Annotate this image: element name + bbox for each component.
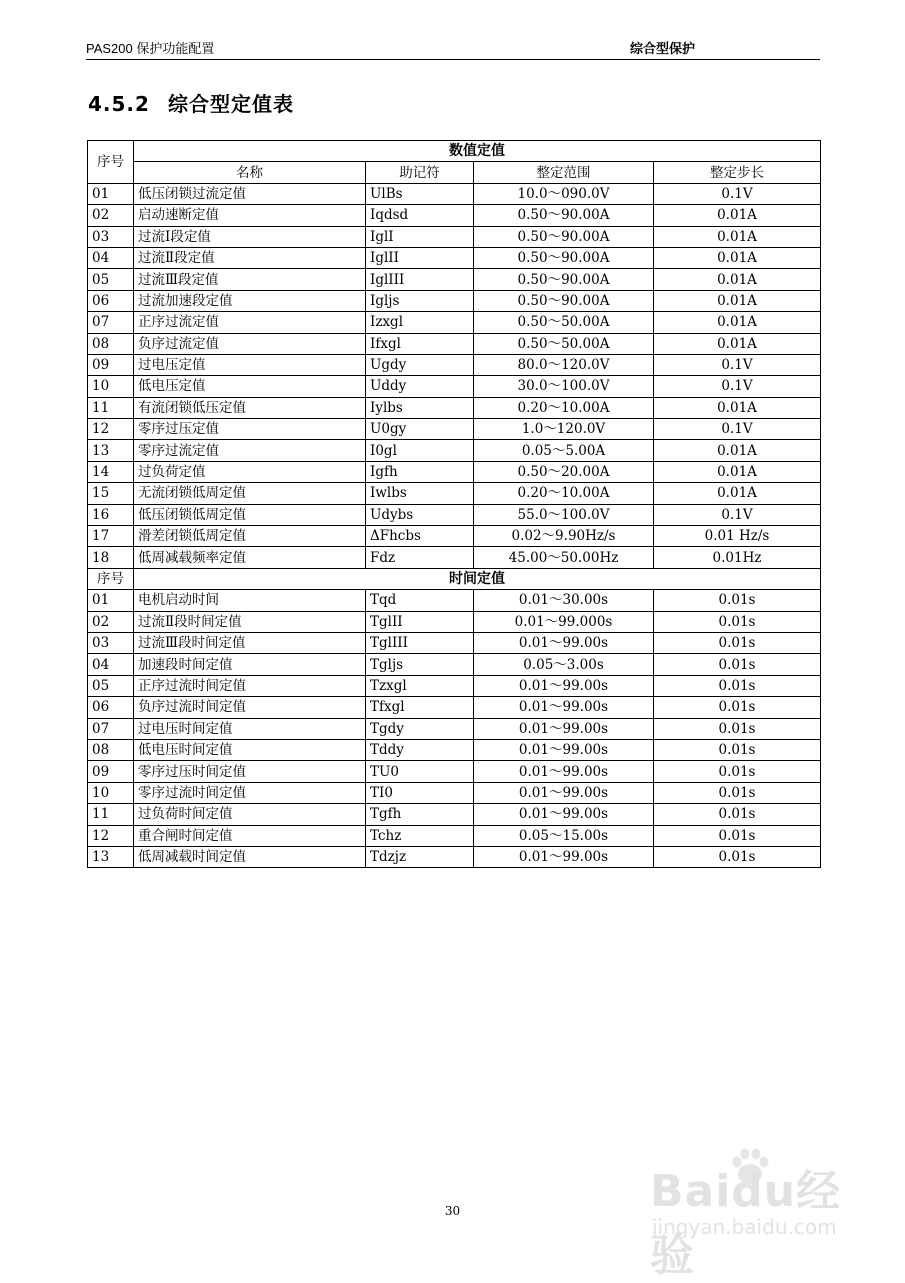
cell-seq: 11	[88, 804, 134, 825]
cell-name: 零序过压定值	[134, 419, 366, 440]
cell-step: 0.01A	[654, 312, 821, 333]
cell-seq: 01	[88, 183, 134, 204]
cell-name: 低压闭锁过流定值	[134, 183, 366, 204]
table-row	[88, 590, 821, 611]
cell-range: 0.01～30.00s	[474, 590, 654, 611]
table-row	[88, 354, 821, 375]
cell-name: 滑差闭锁低周定值	[134, 526, 366, 547]
table-row	[88, 611, 821, 632]
header-doc-title: PAS200 保护功能配置	[86, 41, 215, 56]
cell-name: 低电压定值	[134, 376, 366, 397]
cell-range: 0.50～50.00A	[474, 312, 654, 333]
cell-mnemonic: Izxgl	[366, 312, 474, 333]
cell-seq: 06	[88, 290, 134, 311]
cell-seq: 01	[88, 590, 134, 611]
table-row	[88, 782, 821, 803]
cell-step: 0.01A	[654, 333, 821, 354]
table-row	[88, 761, 821, 782]
cell-step: 0.01s	[654, 739, 821, 760]
group-header-row	[88, 568, 821, 589]
cell-range: 0.01～99.00s	[474, 697, 654, 718]
cell-name: 过电压时间定值	[134, 718, 366, 739]
cell-mnemonic: TglII	[366, 611, 474, 632]
cell-name: 重合闸时间定值	[134, 825, 366, 846]
table-row	[88, 440, 821, 461]
table-row	[88, 461, 821, 482]
cell-seq: 05	[88, 269, 134, 290]
cell-name: 过流Ⅲ段时间定值	[134, 632, 366, 653]
seq-column-header: 序号	[88, 141, 134, 184]
cell-seq: 05	[88, 675, 134, 696]
table-row	[88, 269, 821, 290]
table-row	[88, 804, 821, 825]
cell-name: 正序过流定值	[134, 312, 366, 333]
table-row	[88, 333, 821, 354]
cell-range: 0.50～90.00A	[474, 290, 654, 311]
cell-range: 80.0～120.0V	[474, 354, 654, 375]
cell-name: 过流Ⅱ段定值	[134, 247, 366, 268]
cell-step: 0.01s	[654, 611, 821, 632]
cell-range: 0.01～99.00s	[474, 739, 654, 760]
cell-mnemonic: Fdz	[366, 547, 474, 568]
cell-range: 0.01～99.00s	[474, 846, 654, 867]
cell-range: 0.50～90.00A	[474, 269, 654, 290]
cell-name: 过流加速段定值	[134, 290, 366, 311]
cell-step: 0.01A	[654, 461, 821, 482]
settings-table-body	[88, 141, 821, 868]
cell-name: 过流Ⅰ段定值	[134, 226, 366, 247]
cell-name: 过流Ⅱ段时间定值	[134, 611, 366, 632]
column-header: 整定范围	[474, 162, 654, 183]
cell-name: 有流闭锁低压定值	[134, 397, 366, 418]
table-row	[88, 483, 821, 504]
cell-range: 30.0～100.0V	[474, 376, 654, 397]
cell-range: 0.05～3.00s	[474, 654, 654, 675]
cell-seq: 03	[88, 226, 134, 247]
cell-step: 0.1V	[654, 504, 821, 525]
cell-mnemonic: TglIII	[366, 632, 474, 653]
cell-seq: 12	[88, 419, 134, 440]
cell-seq: 11	[88, 397, 134, 418]
header-rule	[86, 59, 820, 60]
cell-mnemonic: Iwlbs	[366, 483, 474, 504]
cell-step: 0.01A	[654, 269, 821, 290]
cell-seq: 17	[88, 526, 134, 547]
cell-step: 0.01Hz	[654, 547, 821, 568]
cell-name: 启动速断定值	[134, 205, 366, 226]
cell-name: 加速段时间定值	[134, 654, 366, 675]
cell-range: 0.01～99.00s	[474, 675, 654, 696]
cell-mnemonic: Tgfh	[366, 804, 474, 825]
cell-step: 0.01s	[654, 782, 821, 803]
table-row	[88, 183, 821, 204]
cell-seq: 08	[88, 333, 134, 354]
cell-seq: 07	[88, 718, 134, 739]
cell-step: 0.01A	[654, 226, 821, 247]
cell-seq: 09	[88, 354, 134, 375]
group-title-values: 数值定值	[134, 141, 821, 162]
cell-step: 0.01A	[654, 205, 821, 226]
cell-range: 0.01～99.00s	[474, 761, 654, 782]
cell-range: 0.01～99.00s	[474, 632, 654, 653]
cell-name: 零序过流时间定值	[134, 782, 366, 803]
table-row	[88, 419, 821, 440]
page-header	[86, 36, 820, 60]
cell-range: 55.0～100.0V	[474, 504, 654, 525]
column-header: 名称	[134, 162, 366, 183]
cell-mnemonic: Tzxgl	[366, 675, 474, 696]
cell-step: 0.01A	[654, 397, 821, 418]
cell-step: 0.01s	[654, 825, 821, 846]
table-row	[88, 504, 821, 525]
header-chapter-title: 综合型保护	[629, 42, 695, 57]
cell-range: 1.0～120.0V	[474, 419, 654, 440]
cell-step: 0.01s	[654, 761, 821, 782]
cell-range: 0.50～90.00A	[474, 226, 654, 247]
cell-name: 零序过流定值	[134, 440, 366, 461]
cell-range: 0.50～90.00A	[474, 205, 654, 226]
cell-range: 0.50～90.00A	[474, 247, 654, 268]
cell-mnemonic: Ugdy	[366, 354, 474, 375]
cell-range: 0.02～9.90Hz/s	[474, 526, 654, 547]
cell-seq: 04	[88, 654, 134, 675]
cell-mnemonic: IglI	[366, 226, 474, 247]
cell-name: 过负荷定值	[134, 461, 366, 482]
cell-seq: 18	[88, 547, 134, 568]
cell-mnemonic: I0gl	[366, 440, 474, 461]
table-row	[88, 226, 821, 247]
cell-step: 0.01A	[654, 483, 821, 504]
cell-range: 0.01～99.00s	[474, 718, 654, 739]
cell-seq: 10	[88, 376, 134, 397]
cell-name: 低周减载频率定值	[134, 547, 366, 568]
table-row	[88, 825, 821, 846]
cell-mnemonic: Iylbs	[366, 397, 474, 418]
table-row	[88, 697, 821, 718]
cell-seq: 03	[88, 632, 134, 653]
cell-seq: 14	[88, 461, 134, 482]
cell-step: 0.01 Hz/s	[654, 526, 821, 547]
cell-mnemonic: Tdzjz	[366, 846, 474, 867]
cell-name: 低压闭锁低周定值	[134, 504, 366, 525]
table-row	[88, 312, 821, 333]
cell-mnemonic: Iqdsd	[366, 205, 474, 226]
table-row	[88, 397, 821, 418]
cell-seq: 04	[88, 247, 134, 268]
table-row	[88, 547, 821, 568]
cell-step: 0.01A	[654, 247, 821, 268]
cell-seq: 16	[88, 504, 134, 525]
cell-mnemonic: TI0	[366, 782, 474, 803]
cell-mnemonic: Tgdy	[366, 718, 474, 739]
cell-mnemonic: Tddy	[366, 739, 474, 760]
watermark-brand: Baidu经验	[650, 1166, 842, 1281]
column-header: 整定步长	[654, 162, 821, 183]
cell-mnemonic: Ifxgl	[366, 333, 474, 354]
cell-name: 低电压时间定值	[134, 739, 366, 760]
cell-step: 0.01s	[654, 804, 821, 825]
seq-column-header: 序号	[88, 568, 134, 589]
cell-seq: 08	[88, 739, 134, 760]
column-header: 助记符	[366, 162, 474, 183]
cell-name: 过电压定值	[134, 354, 366, 375]
cell-step: 0.01A	[654, 440, 821, 461]
cell-mnemonic: Uddy	[366, 376, 474, 397]
cell-name: 过负荷时间定值	[134, 804, 366, 825]
cell-range: 0.50～50.00A	[474, 333, 654, 354]
cell-range: 45.00～50.00Hz	[474, 547, 654, 568]
section-heading	[88, 88, 294, 117]
cell-seq: 06	[88, 697, 134, 718]
cell-mnemonic: Tgljs	[366, 654, 474, 675]
page-number: 30	[444, 1204, 461, 1218]
cell-step: 0.01s	[654, 846, 821, 867]
cell-range: 0.20～10.00A	[474, 397, 654, 418]
cell-seq: 02	[88, 205, 134, 226]
table-row	[88, 205, 821, 226]
group-title-time: 时间定值	[134, 568, 821, 589]
table-row	[88, 739, 821, 760]
cell-name: 低周减载时间定值	[134, 846, 366, 867]
cell-range: 0.05～15.00s	[474, 825, 654, 846]
cell-range: 0.20～10.00A	[474, 483, 654, 504]
cell-step: 0.01A	[654, 290, 821, 311]
table-row	[88, 675, 821, 696]
section-title: 综合型定值表	[167, 92, 294, 116]
cell-range: 0.05～5.00A	[474, 440, 654, 461]
cell-name: 负序过流时间定值	[134, 697, 366, 718]
watermark-url: jingyan.baidu.com	[652, 1215, 837, 1239]
column-header-row	[88, 162, 821, 183]
baidu-watermark	[630, 1135, 870, 1281]
section-number: 4.5.2	[88, 92, 150, 116]
cell-step: 0.1V	[654, 354, 821, 375]
cell-step: 0.01s	[654, 718, 821, 739]
cell-mnemonic: UlBs	[366, 183, 474, 204]
table-row	[88, 526, 821, 547]
cell-seq: 12	[88, 825, 134, 846]
table-row	[88, 632, 821, 653]
cell-mnemonic: Igfh	[366, 461, 474, 482]
table-row	[88, 654, 821, 675]
group-header-row	[88, 141, 821, 162]
cell-mnemonic: Udybs	[366, 504, 474, 525]
cell-mnemonic: Igljs	[366, 290, 474, 311]
cell-seq: 02	[88, 611, 134, 632]
cell-step: 0.1V	[654, 376, 821, 397]
cell-mnemonic: ΔFhcbs	[366, 526, 474, 547]
cell-range: 0.01～99.00s	[474, 804, 654, 825]
cell-step: 0.01s	[654, 654, 821, 675]
cell-step: 0.1V	[654, 419, 821, 440]
cell-step: 0.01s	[654, 697, 821, 718]
table-row	[88, 376, 821, 397]
cell-mnemonic: Tfxgl	[366, 697, 474, 718]
table-row	[88, 247, 821, 268]
cell-seq: 15	[88, 483, 134, 504]
cell-seq: 13	[88, 846, 134, 867]
settings-table	[87, 140, 821, 868]
cell-range: 10.0～090.0V	[474, 183, 654, 204]
cell-mnemonic: U0gy	[366, 419, 474, 440]
cell-mnemonic: Tqd	[366, 590, 474, 611]
cell-range: 0.01～99.000s	[474, 611, 654, 632]
cell-seq: 07	[88, 312, 134, 333]
cell-step: 0.01s	[654, 632, 821, 653]
cell-name: 电机启动时间	[134, 590, 366, 611]
table-row	[88, 846, 821, 867]
cell-mnemonic: Tchz	[366, 825, 474, 846]
cell-mnemonic: IglIII	[366, 269, 474, 290]
cell-name: 过流Ⅲ段定值	[134, 269, 366, 290]
cell-range: 0.50～20.00A	[474, 461, 654, 482]
cell-seq: 13	[88, 440, 134, 461]
table-row	[88, 290, 821, 311]
cell-seq: 10	[88, 782, 134, 803]
table-row	[88, 718, 821, 739]
cell-step: 0.1V	[654, 183, 821, 204]
cell-name: 负序过流定值	[134, 333, 366, 354]
cell-range: 0.01～99.00s	[474, 782, 654, 803]
cell-name: 正序过流时间定值	[134, 675, 366, 696]
cell-step: 0.01s	[654, 590, 821, 611]
cell-name: 无流闭锁低周定值	[134, 483, 366, 504]
cell-mnemonic: TU0	[366, 761, 474, 782]
cell-seq: 09	[88, 761, 134, 782]
cell-mnemonic: IglII	[366, 247, 474, 268]
cell-step: 0.01s	[654, 675, 821, 696]
cell-name: 零序过压时间定值	[134, 761, 366, 782]
